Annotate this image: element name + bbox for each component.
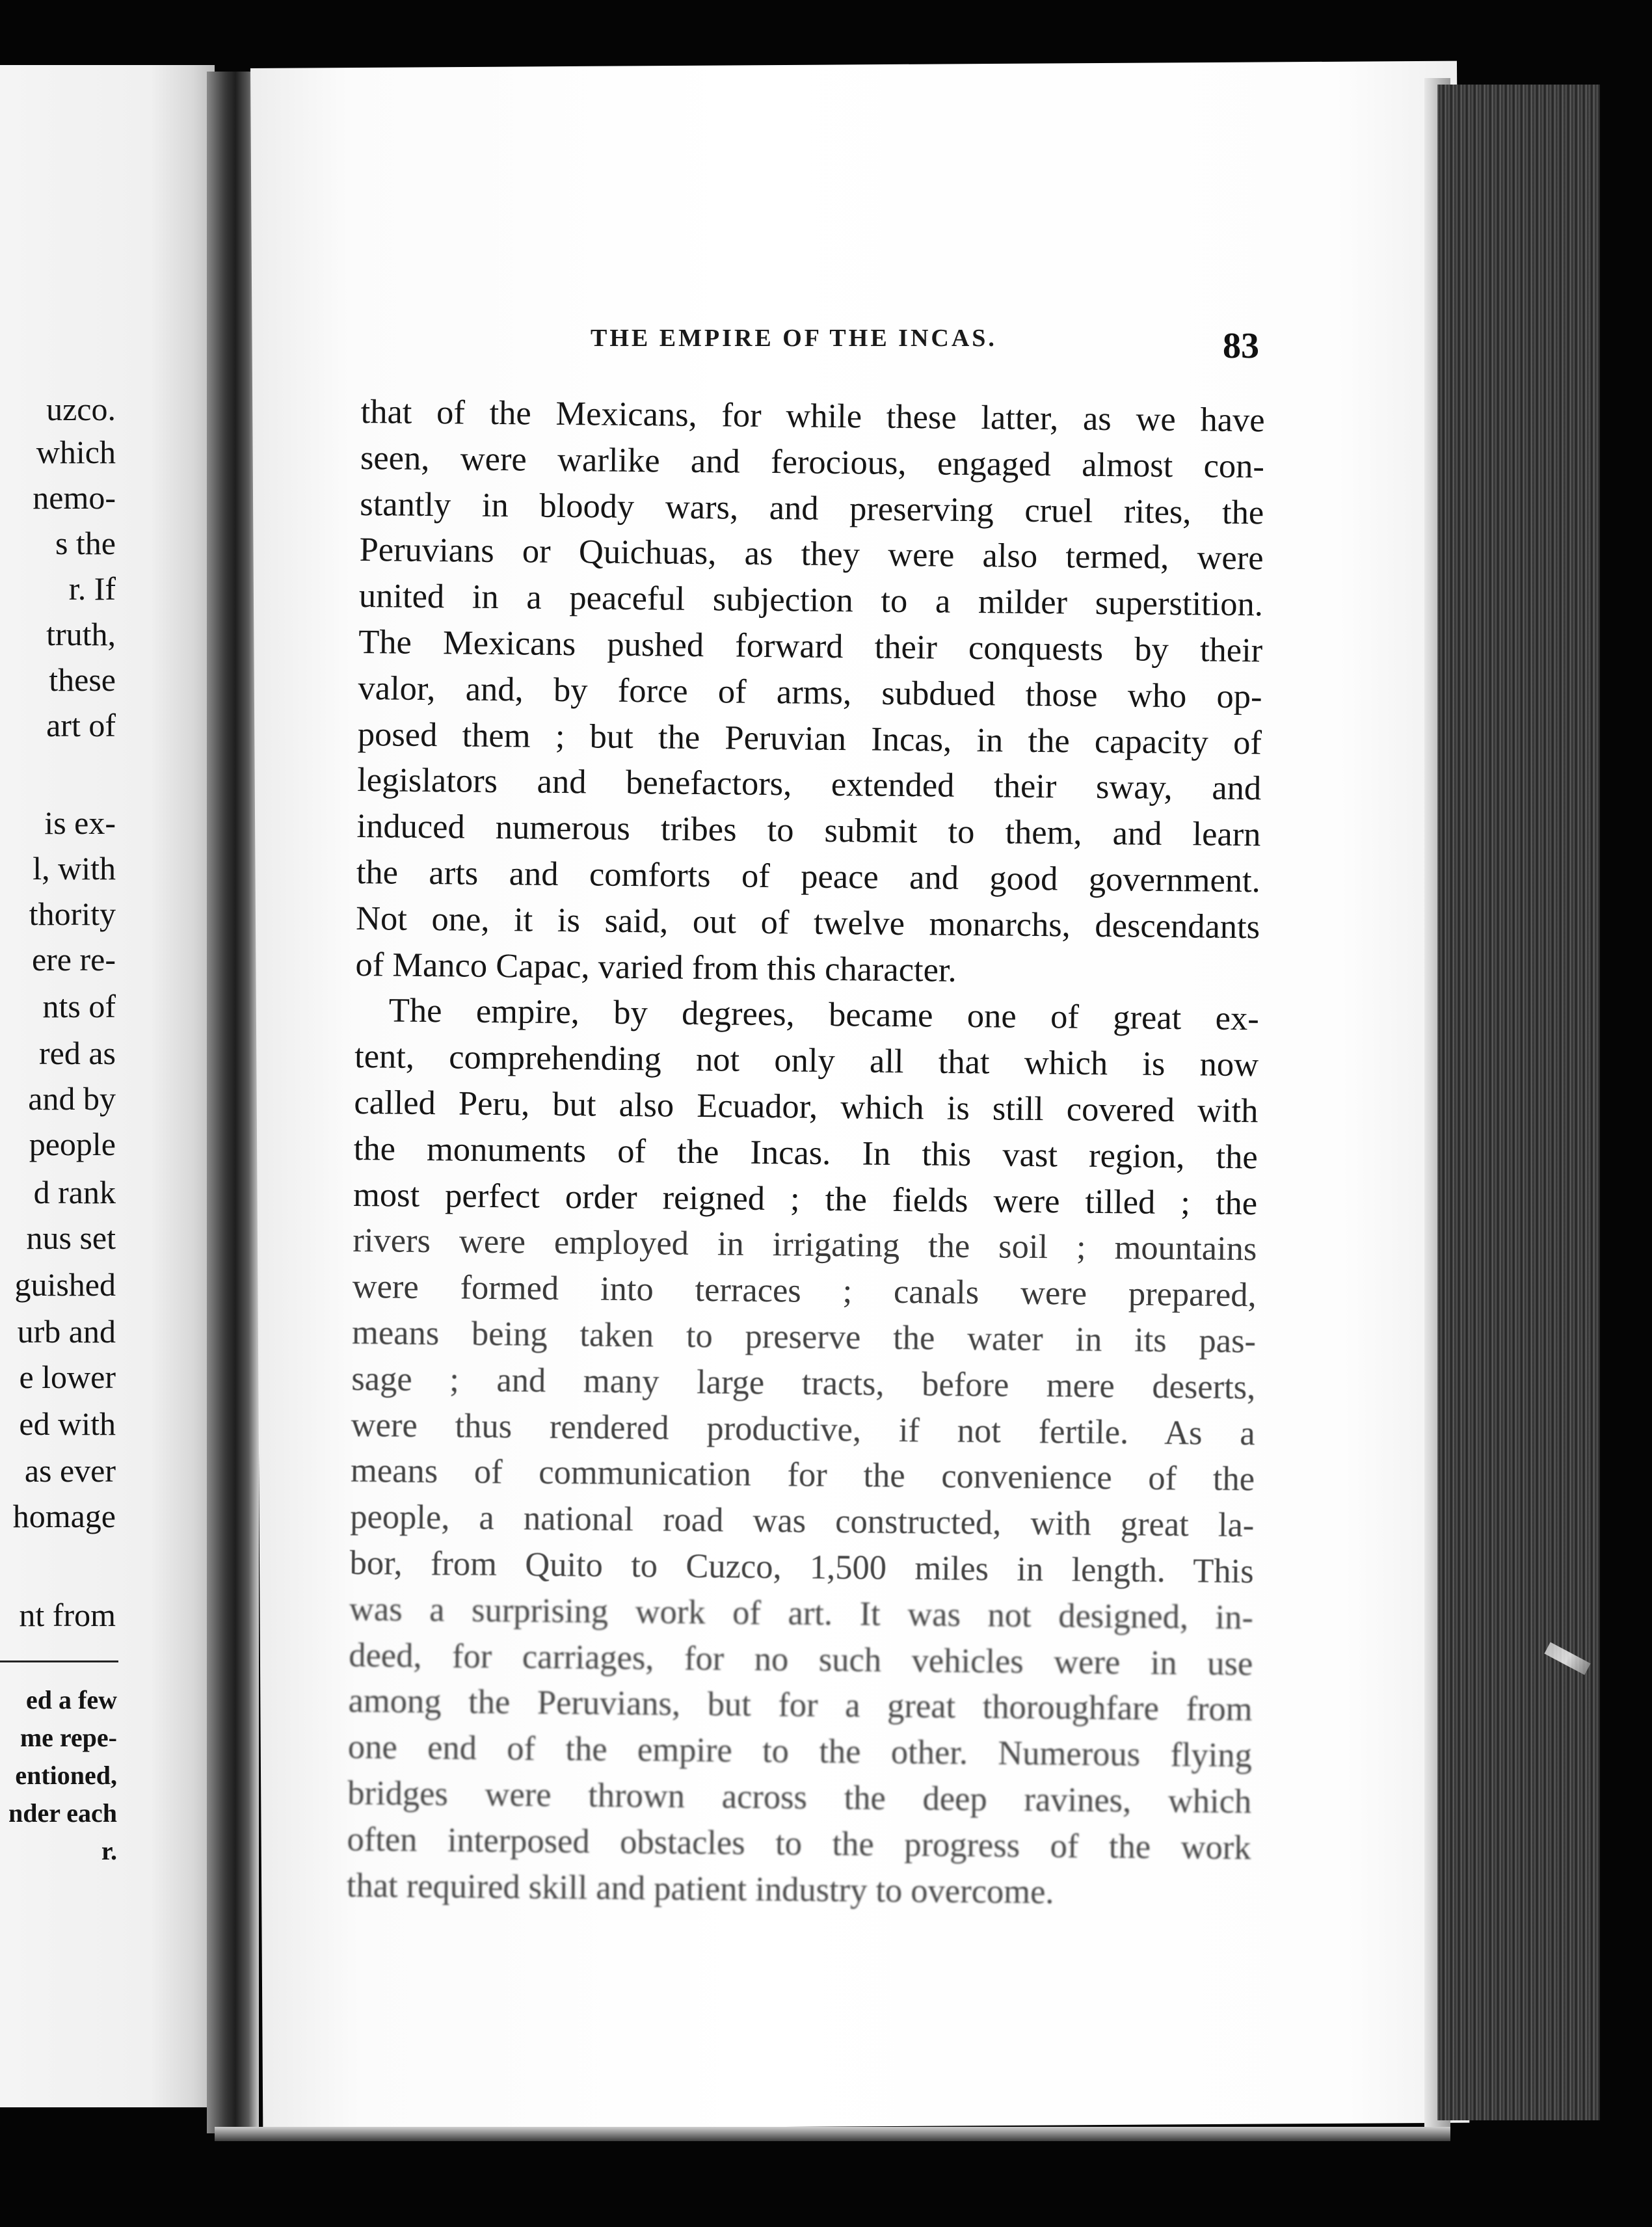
- text-line: posed them ; but the Peruvian Incas, in the capacity of: [357, 715, 1262, 762]
- left-line: these: [49, 661, 116, 698]
- left-line: nt from: [19, 1597, 116, 1633]
- left-line: nemo-: [33, 479, 116, 516]
- text-line: were thus rendered productive, if not fertile. As a: [351, 1406, 1255, 1452]
- text-line: most perfect order reigned ; the fields were tilled ; the: [353, 1175, 1258, 1222]
- text-line: bridges were thrown across the deep ravines, which: [347, 1774, 1252, 1821]
- text-line: among the Peruvians, but for a great thoroughfare from: [348, 1682, 1253, 1729]
- body-text: [347, 389, 1265, 1917]
- text-line: were formed into terraces ; canals were prepared,: [352, 1268, 1257, 1314]
- left-line: truth,: [46, 616, 116, 652]
- left-line: uzco.: [46, 391, 116, 427]
- text-line: of Manco Capac, varied from this character.: [355, 945, 957, 989]
- left-line: as ever: [24, 1452, 116, 1489]
- footnote-line: nder each: [8, 1798, 117, 1828]
- footnote-line: entioned,: [15, 1761, 117, 1790]
- left-line: urb and: [17, 1313, 116, 1350]
- text-line: that of the Mexicans, for while these latter, as we have: [360, 392, 1265, 440]
- text-line: induced numerous tribes to submit to them, and learn: [356, 807, 1261, 854]
- text-line: stantly in bloody wars, and preserving cruel rites, the: [360, 485, 1264, 531]
- footnote-rule: [0, 1660, 118, 1662]
- text-line: rivers were employed in irrigating the soil ; mountains: [353, 1221, 1257, 1268]
- text-line: united in a peaceful subjection to a milder superstition.: [358, 577, 1264, 624]
- left-line: people: [29, 1126, 116, 1162]
- text-line: Peruvians or Quichuas, as they were also termed, were: [359, 531, 1264, 578]
- footnote-line: r.: [101, 1836, 117, 1865]
- left-line: art of: [46, 707, 116, 743]
- book-gutter: [207, 72, 259, 2133]
- text-line: called Peru, but also Ecuador, which is still covered with: [354, 1083, 1259, 1130]
- text-line: Not one, it is said, out of twelve monarchs, descendants: [355, 899, 1260, 946]
- left-line: nts of: [42, 988, 116, 1024]
- running-head: THE EMPIRE OF THE INCAS.: [591, 325, 997, 352]
- text-line: deed, for carriages, for no such vehicles were in use: [349, 1636, 1253, 1683]
- text-line: legislators and benefactors, extended their sway, and: [356, 761, 1262, 808]
- text-line: The Mexicans pushed forward their conquests by their: [358, 622, 1263, 670]
- left-line: thority: [29, 896, 116, 932]
- left-line: d rank: [33, 1174, 116, 1210]
- text-line: sage ; and many large tracts, before mere deserts,: [351, 1359, 1256, 1407]
- left-line: is ex-: [44, 805, 116, 841]
- left-line: which: [36, 434, 116, 470]
- left-line: ere re-: [31, 941, 116, 978]
- page-bottom-edge: [215, 2127, 1450, 2141]
- text-line: the arts and comforts of peace and good government.: [356, 853, 1261, 900]
- left-line: s the: [55, 525, 116, 561]
- text-line: bor, from Quito to Cuzco, 1,500 miles in length. This: [349, 1543, 1254, 1591]
- text-line: The empire, by degrees, became one of great ex-: [388, 991, 1260, 1038]
- left-line: and by: [28, 1080, 116, 1117]
- left-line: ed with: [19, 1406, 116, 1442]
- text-line: means being taken to preserve the water in its pas-: [351, 1313, 1257, 1361]
- book-page-edges: [1437, 85, 1600, 2120]
- left-line: e lower: [19, 1359, 116, 1395]
- footnote-line: me repe-: [20, 1723, 117, 1752]
- text-line: the monuments of the Incas. In this vast region, the: [353, 1129, 1259, 1177]
- page-number: 83: [1223, 326, 1259, 366]
- text-line: was a surprising work of art. It was not designed, in-: [349, 1590, 1254, 1636]
- left-page-text: [0, 0, 215, 2227]
- text-line: people, a national road was constructed, with great la-: [350, 1498, 1255, 1545]
- left-line: l, with: [33, 850, 116, 887]
- left-line: guished: [14, 1266, 116, 1303]
- text-line: one end of the empire to the other. Numerous flying: [347, 1728, 1253, 1775]
- text-line: seen, were warlike and ferocious, engaged almost con-: [360, 438, 1265, 486]
- left-line: nus set: [26, 1220, 116, 1256]
- text-line: often interposed obstacles to the progress of the work: [347, 1820, 1251, 1867]
- left-line: homage: [12, 1498, 116, 1534]
- text-line: that required skill and patient industry to overcome.: [346, 1866, 1054, 1911]
- left-line: r. If: [68, 570, 116, 607]
- left-line: red as: [39, 1035, 116, 1071]
- text-line: tent, comprehending not only all that which is now: [354, 1037, 1259, 1084]
- footnote-line: ed a few: [26, 1685, 117, 1714]
- text-line: means of communication for the convenience of the: [350, 1452, 1255, 1499]
- text-line: valor, and, by force of arms, subdued those who op-: [358, 669, 1262, 716]
